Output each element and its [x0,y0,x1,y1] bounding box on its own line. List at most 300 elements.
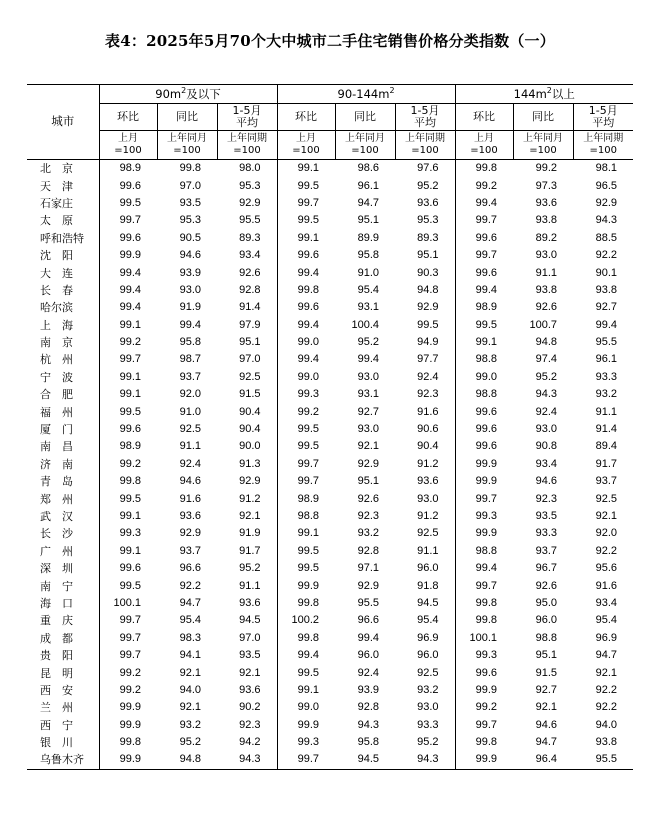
index-value: 94.6 [179,249,201,262]
index-value: 99.2 [535,162,558,175]
index-value: 93.0 [417,492,439,505]
index-value: 99.4 [357,353,380,366]
index-value: 99.1 [277,230,335,247]
index-value: 91.9 [239,527,261,540]
base-header: 上年同月 =100 [157,131,217,160]
index-value: 99.1 [277,525,335,542]
table-row [27,421,633,438]
index-value: 99.8 [99,473,157,490]
index-value: 92.9 [417,301,439,314]
city-name: 海 口 [40,596,73,610]
index-value: 93.5 [179,196,201,209]
index-value: 92.7 [357,405,380,418]
index-value: 95.5 [573,751,633,769]
base-header: 上年同期 =100 [573,131,633,160]
city-name: 太 原 [40,214,73,228]
index-value: 98.8 [455,386,513,403]
index-value: 93.0 [535,249,558,262]
city-name: 杭 州 [40,353,73,367]
index-value: 99.9 [277,577,335,594]
index-value: 94.8 [535,336,558,349]
index-value: 99.4 [455,560,513,577]
city-name: 哈尔滨 [40,301,73,315]
index-value: 92.2 [595,544,618,557]
index-value: 99.0 [277,334,335,351]
index-value: 93.9 [179,266,201,279]
index-value: 99.4 [455,282,513,299]
index-value: 95.3 [179,214,201,227]
index-value: 99.2 [455,177,513,194]
city-name: 郑 州 [40,492,73,506]
index-value: 96.1 [357,179,380,192]
city-name: 银 川 [40,736,73,750]
index-value: 99.9 [455,751,513,769]
index-value: 92.2 [179,579,201,592]
table-row [27,647,633,664]
index-value: 99.8 [455,595,513,612]
sub-header: 1-5月 平均 [573,104,633,131]
index-value: 98.0 [239,162,261,175]
index-value: 100.2 [277,612,335,629]
index-value: 92.1 [239,510,261,522]
index-value: 97.7 [417,353,439,366]
index-value: 92.7 [535,683,558,696]
index-value: 99.7 [455,247,513,264]
index-value: 99.1 [99,508,157,525]
index-value: 96.1 [595,353,618,366]
index-value: 95.2 [417,179,439,192]
index-value: 93.4 [239,249,261,262]
base-header: 上年同期 =100 [217,131,277,160]
index-value: 99.6 [455,264,513,281]
sub-header: 1-5月 平均 [217,104,277,131]
index-value: 93.6 [417,475,439,488]
index-value: 98.1 [595,162,618,175]
index-value: 90.4 [239,423,261,436]
index-value: 96.0 [535,614,558,627]
index-value: 96.6 [179,562,201,575]
index-value: 90.2 [239,701,261,714]
index-value: 95.8 [357,736,380,749]
price-index-table [27,84,633,770]
index-value: 91.4 [595,423,618,436]
base-header: 上月 =100 [455,131,513,160]
index-value: 90.4 [417,440,439,453]
index-value: 92.6 [357,492,380,505]
index-value: 94.6 [179,475,201,488]
index-value: 96.4 [513,751,573,769]
index-value: 99.1 [277,160,335,178]
index-value: 99.4 [99,299,157,316]
index-value: 92.0 [179,388,201,401]
index-value: 91.1 [417,544,439,557]
index-value: 95.5 [595,336,618,349]
index-value: 93.0 [179,283,201,296]
index-value: 98.8 [455,543,513,560]
index-value: 99.8 [179,162,201,175]
index-value: 94.3 [535,388,558,401]
index-value: 99.7 [99,630,157,647]
index-value: 98.8 [277,508,335,525]
index-value: 88.5 [595,231,618,244]
group-header-small: $90m^2$及以下 [99,85,277,104]
index-value: 93.6 [239,683,261,696]
index-value: 92.8 [357,701,380,714]
index-value: 99.9 [455,682,513,699]
index-value: 95.0 [535,596,558,609]
index-value: 99.9 [455,456,513,473]
city-name: 西 宁 [40,718,73,732]
index-value: 93.3 [595,370,618,383]
base-header: 上年同月 =100 [513,131,573,160]
index-value: 99.8 [277,595,335,612]
table-row [27,525,633,542]
table-row [27,299,633,316]
index-value: 99.5 [277,543,335,560]
city-name: 大 连 [40,266,73,280]
index-value: 99.9 [455,473,513,490]
index-value: 99.6 [99,230,157,247]
index-value: 89.3 [417,231,439,244]
index-value: 93.7 [179,544,201,557]
table-row [27,595,633,612]
index-value: 99.7 [99,612,157,629]
index-value: 99.9 [99,699,157,716]
city-name: 成 都 [40,631,73,645]
index-value: 93.2 [357,527,380,540]
index-value: 92.9 [239,196,261,209]
city-name: 宁 波 [40,370,73,384]
index-value: 100.4 [351,318,380,331]
city-name: 福 州 [40,405,73,419]
index-value: 94.8 [157,751,217,769]
city-name: 济 南 [40,457,73,471]
index-value: 93.4 [595,596,618,609]
index-value: 93.8 [595,283,618,296]
index-value: 99.1 [99,543,157,560]
city-name: 贵 阳 [40,649,73,663]
index-value: 99.7 [455,577,513,594]
index-value: 99.6 [455,421,513,438]
index-value: 99.8 [277,630,335,647]
index-value: 99.9 [455,525,513,542]
index-value: 99.7 [455,490,513,507]
index-value: 95.4 [595,614,618,627]
table-row [27,264,633,281]
index-value: 95.8 [179,336,201,349]
index-value: 94.3 [595,214,618,227]
group-header-medium: $90-144m^2$ [277,85,455,104]
city-name: 兰 州 [40,701,73,715]
index-value: 89.4 [595,440,618,453]
index-value: 99.1 [99,386,157,403]
city-name: 南 宁 [40,579,73,593]
index-value: 93.6 [535,196,558,209]
city-name: 重 庆 [40,614,73,628]
index-value: 92.0 [595,527,618,540]
index-value: 99.9 [99,247,157,264]
index-value: 93.2 [595,388,618,401]
index-value: 99.2 [455,699,513,716]
index-value: 91.1 [239,579,261,592]
index-value: 91.5 [239,388,261,401]
index-value: 92.2 [595,249,618,262]
index-value: 91.6 [417,405,439,418]
sub-header: 同比 [157,104,217,131]
index-value: 96.9 [417,631,439,644]
index-value: 99.3 [455,647,513,664]
index-value: 98.8 [455,351,513,368]
sub-header: 环比 [99,104,157,131]
base-header: 上月 =100 [99,131,157,160]
index-value: 91.6 [595,579,618,592]
index-value: 99.2 [99,664,157,681]
index-value: 90.1 [595,266,618,279]
index-value: 99.9 [99,717,157,734]
index-value: 93.3 [417,718,439,731]
index-value: 92.1 [535,701,558,714]
index-value: 93.0 [417,701,439,714]
index-value: 92.9 [179,527,201,540]
table-row [27,438,633,455]
index-value: 99.3 [99,525,157,542]
index-value: 99.6 [99,177,157,194]
table-row [27,543,633,560]
index-value: 99.2 [277,403,335,420]
index-value: 91.5 [535,666,558,679]
index-value: 99.4 [277,264,335,281]
city-name: 长 春 [40,283,73,297]
table-row [27,751,633,769]
table-row [27,386,633,403]
index-value: 92.2 [595,701,618,714]
index-value: 92.1 [179,666,201,679]
table-row [27,282,633,299]
index-value: 99.5 [277,438,335,455]
index-value: 99.6 [455,230,513,247]
index-value: 99.9 [277,717,335,734]
index-value: 94.0 [595,718,618,731]
index-value: 99.1 [455,334,513,351]
table-row [27,212,633,229]
index-value: 90.3 [417,266,439,279]
index-value: 92.9 [357,457,380,470]
index-value: 99.4 [277,647,335,664]
index-value: 96.7 [535,562,558,575]
index-value: 92.9 [239,475,261,488]
index-value: 91.6 [179,492,201,505]
index-value: 93.0 [357,423,380,436]
index-value: 95.1 [417,249,439,262]
index-value: 94.5 [239,614,261,627]
index-value: 92.1 [239,666,261,679]
index-value: 92.8 [239,283,261,296]
index-value: 92.5 [417,527,439,540]
index-value: 99.0 [455,369,513,386]
index-value: 95.4 [417,614,439,627]
index-value: 93.7 [595,475,618,488]
index-value: 95.2 [357,336,380,349]
index-value: 93.3 [535,527,558,540]
table-row [27,508,633,525]
city-name: 厦 门 [40,423,73,437]
index-value: 93.8 [535,283,558,296]
index-value: 99.7 [277,195,335,212]
index-value: 91.2 [417,457,439,470]
index-value: 99.7 [455,212,513,229]
index-value: 91.1 [179,440,201,453]
index-value: 99.3 [277,734,335,751]
index-value: 94.6 [535,475,558,488]
index-value: 91.2 [239,492,261,505]
index-value: 92.4 [357,666,380,679]
index-value: 99.7 [277,473,335,490]
table-row [27,317,633,334]
index-value: 99.2 [99,682,157,699]
index-value: 97.9 [239,318,261,331]
index-value: 99.8 [455,734,513,751]
index-value: 92.4 [535,405,558,418]
index-value: 99.5 [417,318,439,331]
index-value: 93.8 [535,214,558,227]
index-value: 95.1 [239,336,261,349]
index-value: 93.2 [179,718,201,731]
table-row [27,577,633,594]
index-value: 95.1 [357,475,380,488]
index-value: 97.0 [179,179,201,192]
index-value: 92.5 [179,423,201,436]
index-value: 99.1 [99,317,157,334]
index-value: 99.5 [99,403,157,420]
index-value: 95.5 [239,214,261,227]
index-value: 96.0 [417,649,439,662]
index-value: 93.8 [595,736,618,749]
index-value: 92.9 [357,579,380,592]
index-value: 97.1 [357,562,380,575]
table-row [27,612,633,629]
index-value: 90.0 [239,440,261,453]
index-value: 95.1 [535,649,558,662]
index-value: 93.5 [535,510,558,522]
index-value: 95.8 [357,249,380,262]
table-row [27,195,633,212]
index-value: 99.2 [99,334,157,351]
table-row [27,560,633,577]
index-value: 99.6 [455,438,513,455]
index-value: 93.9 [357,683,380,696]
table-row [27,334,633,351]
index-value: 95.6 [595,562,618,575]
index-value: 95.4 [179,614,201,627]
table-row [27,247,633,264]
index-value: 99.6 [455,664,513,681]
index-value: 92.4 [179,457,201,470]
index-value: 97.0 [239,353,261,366]
index-value: 90.6 [417,423,439,436]
index-value: 92.5 [595,492,618,505]
index-value: 99.3 [277,386,335,403]
index-value: 92.4 [417,370,439,383]
index-value: 98.9 [99,160,157,178]
index-value: 93.4 [535,457,558,470]
index-value: 99.9 [99,751,157,769]
index-value: 91.0 [357,266,380,279]
index-value: 98.9 [455,299,513,316]
index-value: 95.5 [357,596,380,609]
index-value: 99.7 [277,456,335,473]
table-row [27,734,633,751]
index-value: 92.3 [357,510,380,522]
base-header: 上月 =100 [277,131,335,160]
table-row [27,230,633,247]
index-value: 95.4 [357,283,380,296]
index-value: 99.6 [99,421,157,438]
index-value: 92.9 [595,196,618,209]
index-value: 91.7 [595,457,618,470]
city-name: 深 圳 [40,562,73,576]
base-header: 上年同月 =100 [335,131,395,160]
index-value: 92.8 [357,544,380,557]
city-name: 南 昌 [40,440,73,454]
index-value: 99.7 [455,717,513,734]
city-name: 上 海 [40,318,73,332]
index-value: 94.1 [179,649,201,662]
page-title: 表4：2025年5月70个大中城市二手住宅销售价格分类指数（一） [105,32,555,50]
index-value: 94.7 [357,196,380,209]
index-value: 91.7 [239,544,261,557]
table-row [27,490,633,507]
index-value: 94.3 [395,751,455,769]
table-row [27,351,633,368]
index-value: 90.4 [239,405,261,418]
index-value: 95.3 [239,179,261,192]
index-value: 92.5 [417,666,439,679]
index-value: 98.9 [277,490,335,507]
index-value: 93.7 [179,370,201,383]
city-name: 呼和浩特 [40,231,84,245]
index-value: 96.5 [595,179,618,192]
index-value: 95.2 [239,562,261,575]
index-value: 94.7 [535,736,558,749]
index-value: 94.3 [357,718,380,731]
index-value: 99.0 [277,369,335,386]
city-name: 昆 明 [40,666,73,680]
index-value: 89.3 [239,231,261,244]
index-value: 91.0 [179,405,201,418]
table-row [27,456,633,473]
sub-header: 同比 [335,104,395,131]
index-value: 99.8 [455,612,513,629]
index-value: 99.5 [277,212,335,229]
index-value: 92.6 [535,579,558,592]
index-value: 93.7 [535,544,558,557]
sub-header: 环比 [277,104,335,131]
table-row [27,177,633,194]
index-value: 99.5 [455,317,513,334]
city-name: 广 州 [40,544,73,558]
index-value: 94.5 [417,596,439,609]
index-value: 92.1 [357,440,380,453]
index-value: 97.6 [417,162,439,175]
index-value: 94.3 [217,751,277,769]
index-value: 89.2 [535,231,558,244]
index-value: 99.4 [179,318,201,331]
index-value: 97.0 [239,631,261,644]
index-value: 96.0 [357,649,380,662]
index-value: 99.6 [277,247,335,264]
table-row [27,403,633,420]
index-value: 99.4 [595,318,618,331]
